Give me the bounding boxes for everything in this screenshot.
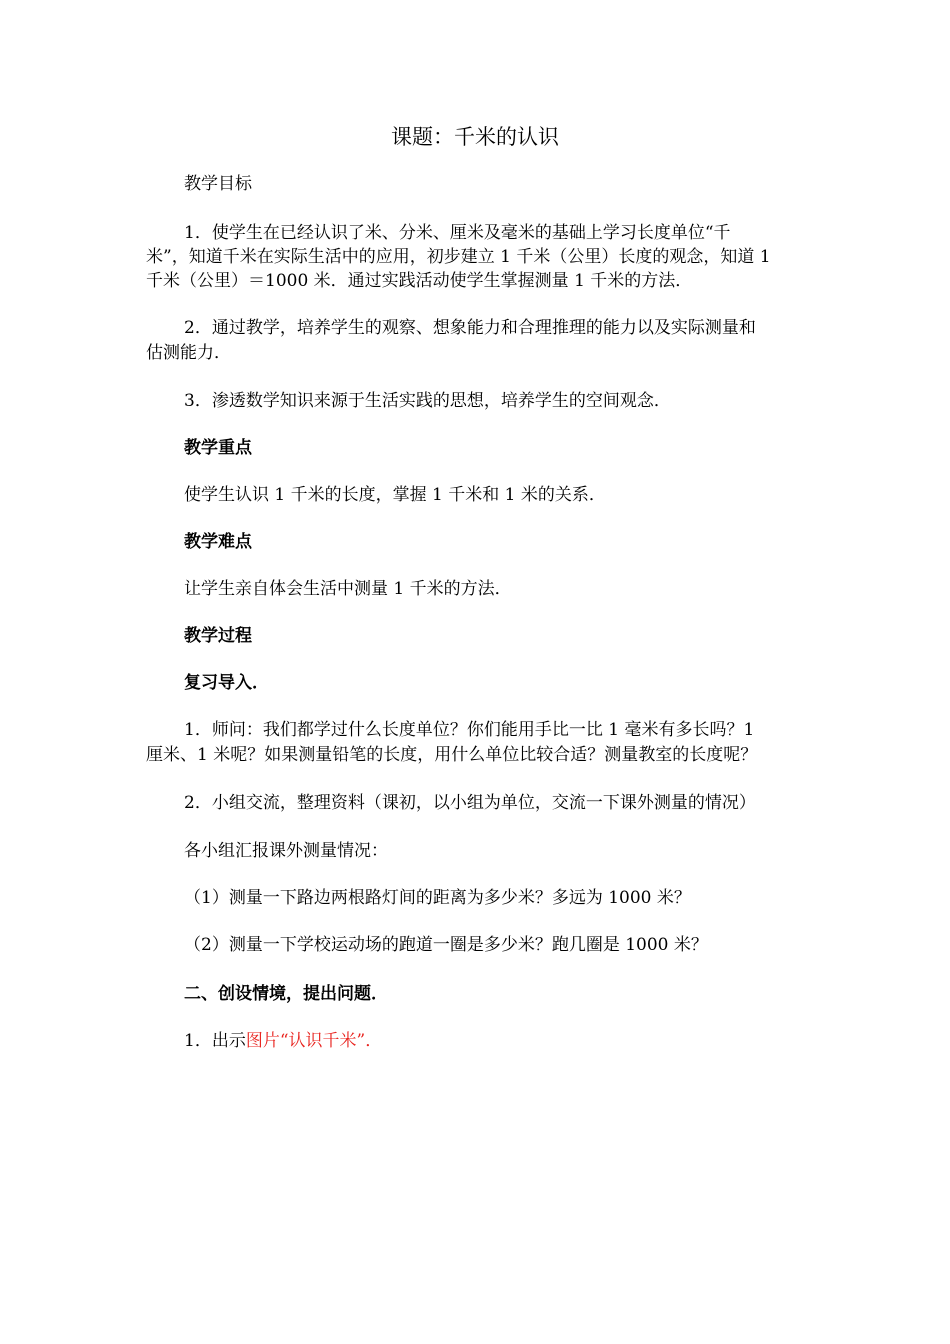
difficulty-heading: 教学难点 bbox=[184, 532, 252, 552]
review-2: 2．小组交流，整理资料（课初，以小组为单位，交流一下课外测量的情况） bbox=[184, 793, 756, 813]
process-heading: 教学过程 bbox=[184, 626, 252, 646]
objective-1-line-1: 1．使学生在已经认识了米、分米、厘米及毫米的基础上学习长度单位“千 bbox=[184, 223, 731, 243]
report-item-2: （2）测量一下学校运动场的跑道一圈是多少米？跑几圈是 1000 米？ bbox=[184, 935, 708, 955]
show-picture-prefix: 1．出示 bbox=[184, 1031, 246, 1051]
key-point-text: 使学生认识 1 千米的长度，掌握 1 千米和 1 米的关系． bbox=[184, 485, 606, 505]
objective-2-line-1: 2．通过教学，培养学生的观察、想象能力和合理推理的能力以及实际测量和 bbox=[184, 318, 756, 338]
group-report: 各小组汇报课外测量情况： bbox=[184, 841, 388, 861]
key-point-heading: 教学重点 bbox=[184, 438, 252, 458]
objective-2-line-2: 估测能力． bbox=[146, 343, 231, 363]
objectives-heading: 教学目标 bbox=[184, 174, 252, 194]
section-2-heading: 二、创设情境，提出问题． bbox=[184, 984, 388, 1004]
show-picture-line bbox=[184, 1028, 864, 1054]
review-1-line-2: 厘米、1 米呢？如果测量铅笔的长度，用什么单位比较合适？测量教室的长度呢？ bbox=[146, 745, 758, 765]
page-title: 课题：千米的认识 bbox=[391, 125, 559, 149]
objective-1-line-3: 千米（公里）＝1000 米．通过实践活动使学生掌握测量 1 千米的方法． bbox=[146, 271, 693, 291]
objective-1-line-2: 米”，知道千米在实际生活中的应用，初步建立 1 千米（公里）长度的观念，知道 1 bbox=[146, 247, 771, 267]
review-1-line-1: 1．师问：我们都学过什么长度单位？你们能用手比一比 1 毫米有多长吗？1 bbox=[184, 720, 755, 740]
report-item-1: （1）测量一下路边两根路灯间的距离为多少米？多远为 1000 米？ bbox=[184, 888, 691, 908]
difficulty-text: 让学生亲自体会生活中测量 1 千米的方法． bbox=[184, 579, 512, 599]
review-heading: 复习导入． bbox=[184, 673, 269, 693]
picture-link[interactable]: 图片“认识千米”． bbox=[245, 1031, 383, 1051]
objective-3: 3．渗透数学知识来源于生活实践的思想，培养学生的空间观念． bbox=[184, 391, 671, 411]
